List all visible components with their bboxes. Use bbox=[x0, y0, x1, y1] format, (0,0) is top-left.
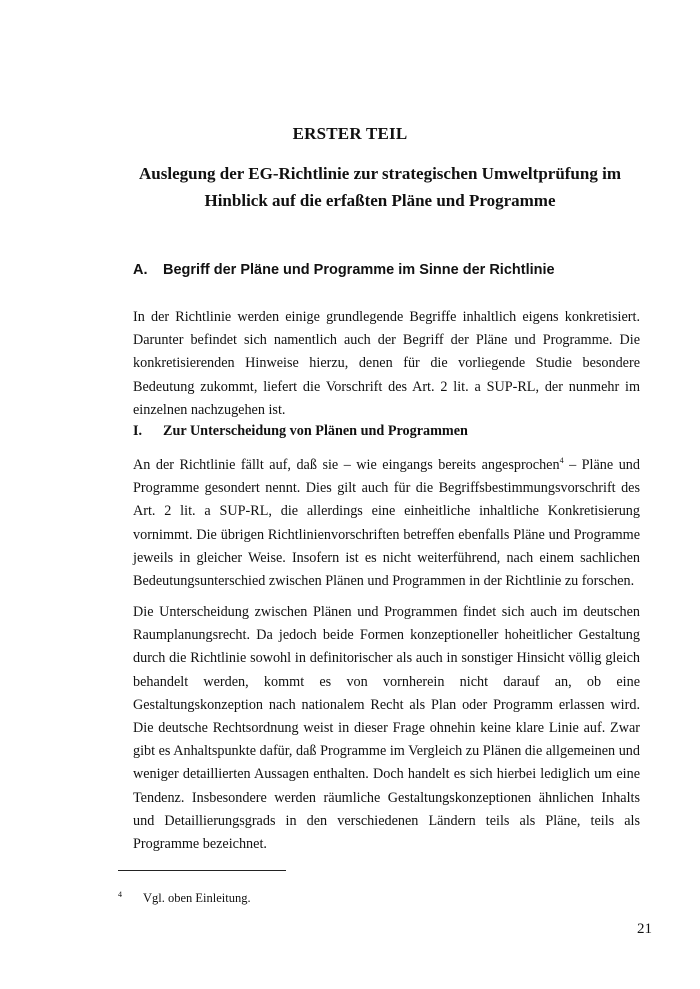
section-i-paragraph-1 bbox=[133, 454, 640, 593]
section-a-number: A. bbox=[133, 262, 148, 278]
footnote bbox=[118, 890, 251, 906]
footnote-reference[interactable]: 4 bbox=[559, 456, 564, 465]
chapter-title: Auslegung der EG-Richtlinie zur strategischen Umweltprüfung im Hinblick auf die erfaßten Pläne und Programme bbox=[139, 164, 621, 210]
paragraph-1-text-start: An der Richtlinie fällt auf, daß sie – wie eingangs bereits angesprochen bbox=[133, 457, 560, 473]
section-i-number: I. bbox=[133, 423, 143, 439]
paragraph-1-text-end: – Pläne und Programme gesondert nennt. Dies gilt auch für die Begriffsbestimmungsvorschrift des Art. 2 lit. a SUP-RL, die allerdings eine einheitliche inhaltliche Konkretisierung vornimmt. Die übrigen Richtlinienvorschriften betreffen ebenfalls Pläne und Programme jeweils in gleicher Weise. Insofern ist es nicht weiterführend, nach einem sachlichen Bedeutungsunterschied zwischen Plänen und Programmen in der Richtlinie zu forschen. bbox=[133, 457, 640, 590]
section-i-title: Zur Unterscheidung von Plänen und Programmen bbox=[163, 423, 468, 439]
footnote-separator bbox=[118, 870, 286, 871]
section-a-paragraph: In der Richtlinie werden einige grundlegende Begriffe inhaltlich eigens konkretisiert. Darunter befindet sich namentlich auch der Begriff der Pläne und Programme. Die konkretisierenden Hinweise hierzu, denen für die vorliegende Studie besondere Bedeutung zukommt, liefert die Vorschrift des Art. 2 lit. a SUP-RL, der nunmehr im einzelnen nachzugehen ist. bbox=[133, 309, 640, 418]
part-title: ERSTER TEIL bbox=[292, 124, 408, 143]
section-i-paragraph-2: Die Unterscheidung zwischen Plänen und Programmen findet sich auch im deutschen Raumplanungsrecht. Da jedoch beide Formen konzeptioneller hoheitlicher Gestaltung durch die Richtlinie sowohl in definitorischer als auch in sonstiger Hinsicht völlig gleich behandelt werden, kommt es von vornherein nicht darauf an, ob eine Gestaltungskonzeption nach nationalem Recht als Plan oder Programm erlassen wird. Die deutsche Rechtsordnung weist in dieser Frage ohnehin keine klare Linie auf. Zwar gibt es Anhaltspunkte dafür, daß Programme im Vergleich zu Plänen die allgemeinen und weniger detaillierten Aussagen enthalten. Doch handelt es sich hierbei lediglich um eine Tendenz. Insbesondere werden räumliche Gestaltungskonzeptionen ähnlichen Inhalts und Detaillierungsgrads in den verschiedenen Ländern teils als Pläne, teils als Programme bezeichnet. bbox=[133, 604, 640, 853]
section-a-heading bbox=[133, 262, 555, 278]
page-number: 21 bbox=[637, 921, 652, 937]
section-i-heading bbox=[133, 423, 468, 440]
footnote-text: Vgl. oben Einleitung. bbox=[143, 891, 251, 905]
section-a-title: Begriff der Pläne und Programme im Sinne der Richtlinie bbox=[163, 262, 555, 278]
footnote-number: 4 bbox=[118, 890, 122, 899]
